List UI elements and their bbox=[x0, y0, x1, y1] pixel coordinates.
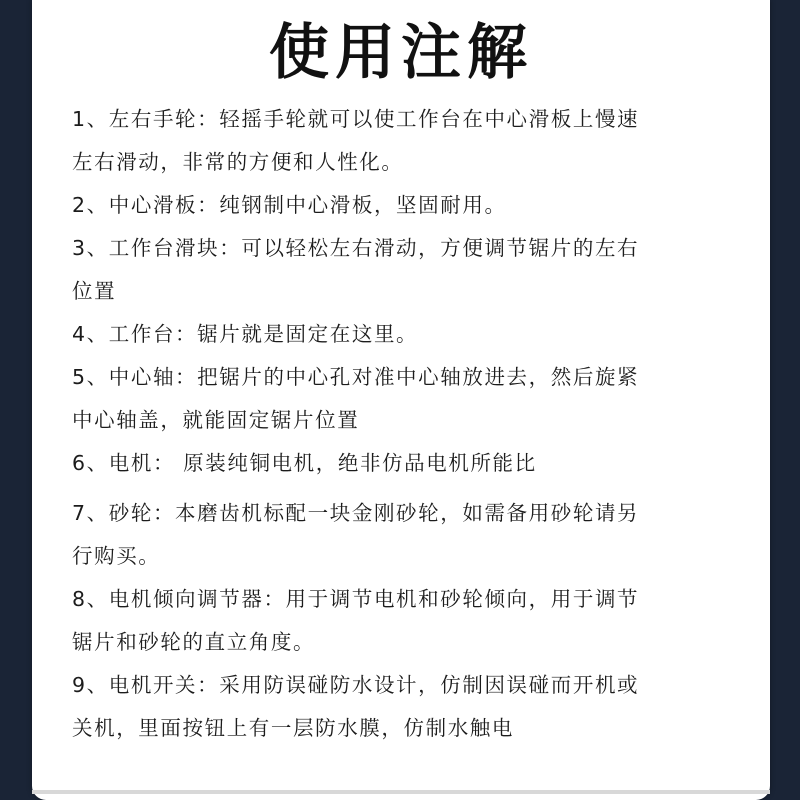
note-text-line: 6、电机： 原装纯铜电机，绝非仿品电机所能比 bbox=[72, 451, 537, 475]
note-text-line: 位置 bbox=[72, 279, 117, 303]
bottom-divider bbox=[32, 790, 770, 794]
note-text-line: 锯片和砂轮的直立角度。 bbox=[72, 630, 316, 654]
note-item-3 bbox=[72, 227, 762, 313]
note-item-8 bbox=[72, 578, 762, 664]
note-item-4 bbox=[72, 313, 762, 356]
usage-notes-list bbox=[72, 98, 762, 750]
note-text-line: 行购买。 bbox=[72, 544, 161, 568]
note-item-9 bbox=[72, 664, 762, 750]
note-item-7 bbox=[72, 492, 762, 578]
page-title: 使用注解 bbox=[269, 18, 533, 88]
content-card bbox=[32, 0, 770, 800]
note-text-line: 2、中心滑板：纯钢制中心滑板，坚固耐用。 bbox=[72, 193, 507, 217]
note-item-1 bbox=[72, 98, 762, 184]
note-text-line: 4、工作台：锯片就是固定在这里。 bbox=[72, 322, 419, 346]
note-item-2 bbox=[72, 184, 762, 227]
note-text-line: 9、电机开关：采用防误碰防水设计，仿制因误碰而开机或 bbox=[72, 673, 640, 697]
note-text-line: 8、电机倾向调节器：用于调节电机和砂轮倾向，用于调节 bbox=[72, 587, 640, 611]
note-text-line: 3、工作台滑块：可以轻松左右滑动，方便调节锯片的左右 bbox=[72, 236, 640, 260]
note-item-6 bbox=[72, 442, 762, 485]
note-text-line: 关机，里面按钮上有一层防水膜，仿制水触电 bbox=[72, 716, 514, 740]
note-text-line: 左右滑动，非常的方便和人性化。 bbox=[72, 150, 404, 174]
note-text-line: 5、中心轴：把锯片的中心孔对准中心轴放进去，然后旋紧 bbox=[72, 365, 640, 389]
note-item-5 bbox=[72, 356, 762, 442]
note-text-line: 中心轴盖，就能固定锯片位置 bbox=[72, 408, 360, 432]
note-text-line: 7、砂轮：本磨齿机标配一块金刚砂轮，如需备用砂轮请另 bbox=[72, 501, 640, 525]
note-text-line: 1、左右手轮：轻摇手轮就可以使工作台在中心滑板上慢速 bbox=[72, 107, 640, 131]
